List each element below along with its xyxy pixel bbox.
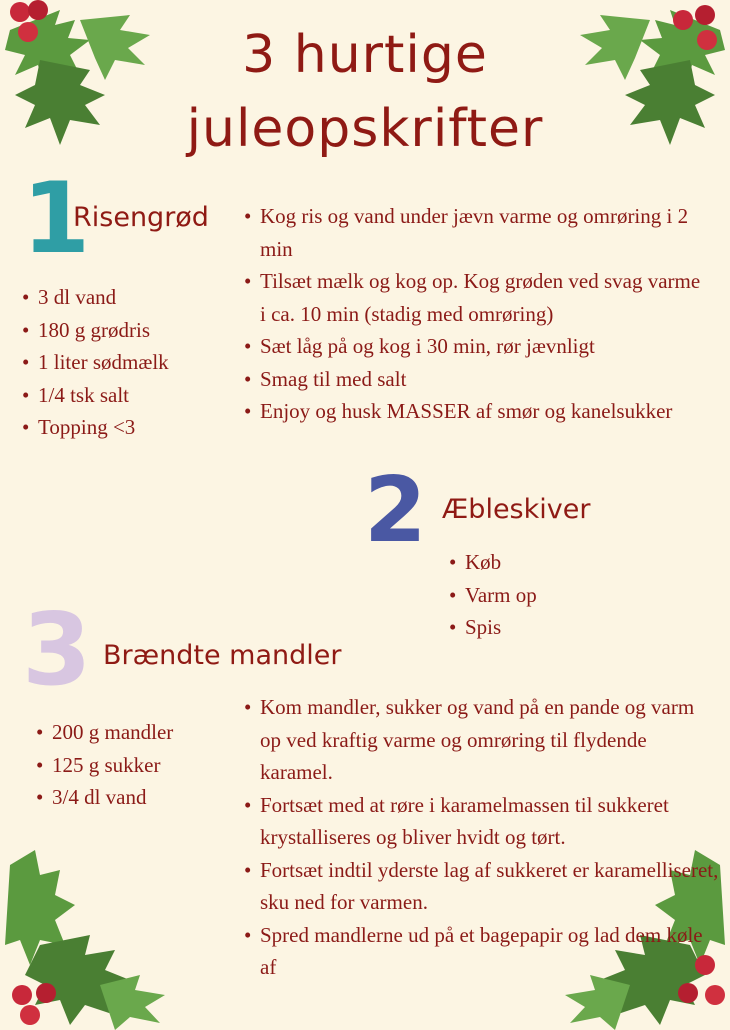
recipe-3-steps bbox=[244, 691, 719, 984]
list-item: • 125 g sukker bbox=[36, 749, 236, 782]
list-item: • Varm op bbox=[449, 579, 649, 612]
list-item: • Køb bbox=[449, 546, 649, 579]
list-item: • 1/4 tsk salt bbox=[22, 379, 222, 412]
list-item: • Kom mandler, sukker og vand på en pande og varm op ved kraftig varme og omrøring til flydende karamel. bbox=[244, 691, 719, 789]
holly-icon bbox=[0, 845, 175, 1030]
list-item: • 1 liter sødmælk bbox=[22, 346, 222, 379]
list-item: • Fortsæt indtil yderste lag af sukkeret er karamelliseret, sku ned for varmen. bbox=[244, 854, 719, 919]
list-item: • 180 g grødris bbox=[22, 314, 222, 347]
list-item: • 3 dl vand bbox=[22, 281, 222, 314]
recipe-3-ingredients bbox=[36, 716, 236, 814]
list-item: • 3/4 dl vand bbox=[36, 781, 236, 814]
recipe-2-title: Æbleskiver bbox=[442, 494, 591, 525]
page-title bbox=[0, 18, 730, 166]
list-item: • Fortsæt med at røre i karamelmassen til sukkeret krystalliseres og bliver hvidt og tørt. bbox=[244, 789, 719, 854]
recipe-1-number: 1 bbox=[22, 162, 91, 276]
list-item: • Smag til med salt bbox=[244, 363, 709, 396]
list-item: • Spred mandlerne ud på et bagepapir og lad dem køle af bbox=[244, 919, 719, 984]
list-item: • Kog ris og vand under jævn varme og omrøring i 2 min bbox=[244, 200, 709, 265]
recipe-3-number: 3 bbox=[22, 591, 92, 708]
recipe-2-number: 2 bbox=[364, 458, 427, 563]
recipe-1-title: Risengrød bbox=[73, 202, 209, 233]
list-item: • Sæt låg på og kog i 30 min, rør jævnligt bbox=[244, 330, 709, 363]
title-line-1: 3 hurtige bbox=[242, 25, 488, 85]
recipe-1-ingredients bbox=[22, 281, 222, 444]
title-line-2: juleopskrifter bbox=[186, 99, 544, 159]
list-item: • Spis bbox=[449, 611, 649, 644]
list-item: • Enjoy og husk MASSER af smør og kanelsukker bbox=[244, 395, 709, 428]
list-item: • Tilsæt mælk og kog op. Kog grøden ved svag varme i ca. 10 min (stadig med omrøring) bbox=[244, 265, 709, 330]
recipe-3-title: Brændte mandler bbox=[103, 640, 342, 671]
list-item: • 200 g mandler bbox=[36, 716, 236, 749]
recipe-1-steps bbox=[244, 200, 709, 428]
recipe-2-steps bbox=[449, 546, 649, 644]
list-item: • Topping <3 bbox=[22, 411, 222, 444]
